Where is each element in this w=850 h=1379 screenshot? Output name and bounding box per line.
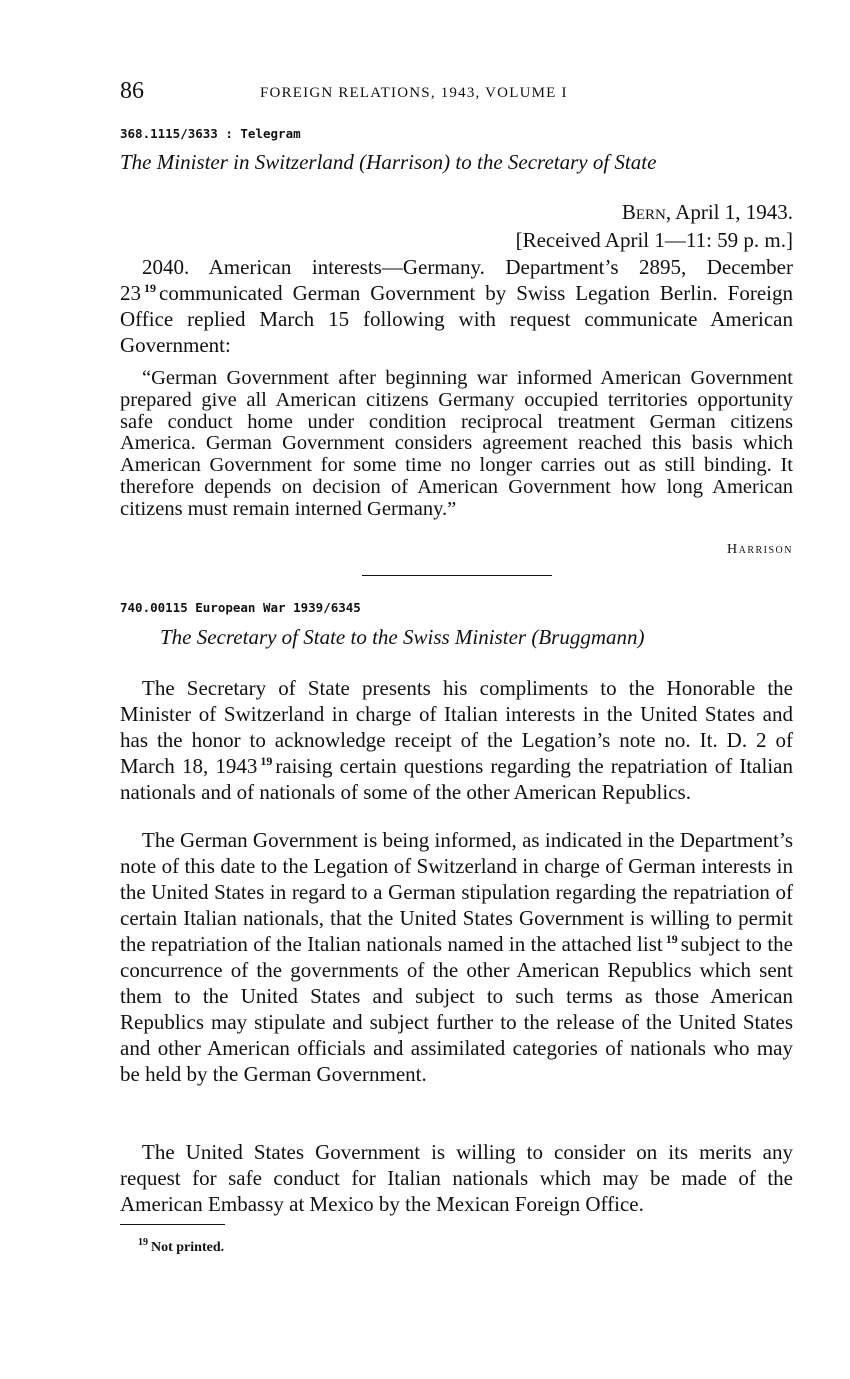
file-reference-1: 368.1115/3633 : Telegram <box>120 126 301 141</box>
note-text-2a: The German Government is being informed, as indicated in the Department’s note of this date to the Legation of Switzerland in charge of German interests in the United States in regard to a German stipulation regarding the repatriation of certain Italian nationals, that the United States Government is willing to permit the repatriation of the Italian nationals named in the attached list <box>120 828 793 956</box>
footnote-number: 19 <box>138 1237 148 1249</box>
note-text-2b: subject to the concurrence of the governments of the other American Republics which sent them to the United States and subject to such terms as those American Republics may stipulate and subject further to the release of the United States and other American officials and assimilated categories of nationals who may be held by the German Government. <box>120 932 793 1086</box>
note-paragraph-1 <box>120 675 793 805</box>
note-text-1b: raising certain questions regarding the repatriation of Italian nationals and of nationals of some of the other American Republics. <box>120 754 793 804</box>
section-divider <box>362 575 552 576</box>
signature: Harrison <box>726 542 793 557</box>
telegram-paragraph <box>120 254 793 358</box>
footnote-ref: 19 <box>665 932 678 946</box>
note-paragraph-2 <box>120 827 793 1087</box>
footnote-divider <box>120 1224 225 1225</box>
telegram-text-a: 2040. American interests—Germany. Department’s 2895, December 23 <box>120 255 793 305</box>
footnote-ref: 19 <box>144 281 156 295</box>
dateline-date: April 1, 1943. <box>675 200 793 224</box>
document-heading-1: The Minister in Switzerland (Harrison) to the Secretary of State <box>120 150 657 174</box>
running-head <box>120 78 793 108</box>
journal-title: FOREIGN RELATIONS, 1943, VOLUME I <box>260 85 568 101</box>
page-number: 86 <box>120 78 144 104</box>
note-text-1a: The Secretary of State presents his compliments to the Honorable the Minister of Switzerland in charge of Italian interests in the United States and has the honor to acknowledge receipt of the Legation’s note no. It. D. 2 of March 18, 1943 <box>120 676 793 778</box>
file-reference-2: 740.00115 European War 1939/6345 <box>120 600 361 615</box>
received-line: [Received April 1—11: 59 p. m.] <box>515 228 793 252</box>
footnote-ref: 19 <box>260 754 273 768</box>
telegram-text-b: communicated German Government by Swiss Legation Berlin. Foreign Office replied March 15 following with request communicate American Government: <box>120 281 793 357</box>
dateline-place: Bern, <box>621 200 672 224</box>
dateline <box>516 198 793 254</box>
quoted-message: “German Government after beginning war informed American Government prepared give all American citizens Germany occupied territories opportunity safe conduct home under condition reciprocal treatment German citizens America. German Government considers agreement reached this basis which American Government for some time no longer carries out as still binding. It therefore depends on decision of American Government how long American citizens must remain interned Germany.” <box>120 367 793 520</box>
document-heading-2: The Secretary of State to the Swiss Minister (Bruggmann) <box>160 625 645 649</box>
footnote <box>138 1237 225 1256</box>
note-paragraph-3: The United States Government is willing to consider on its merits any request for safe conduct for Italian nationals which may be made of the American Embassy at Mexico by the Mexican Foreign Office. <box>120 1140 793 1216</box>
footnote-text: Not printed. <box>151 1240 225 1255</box>
